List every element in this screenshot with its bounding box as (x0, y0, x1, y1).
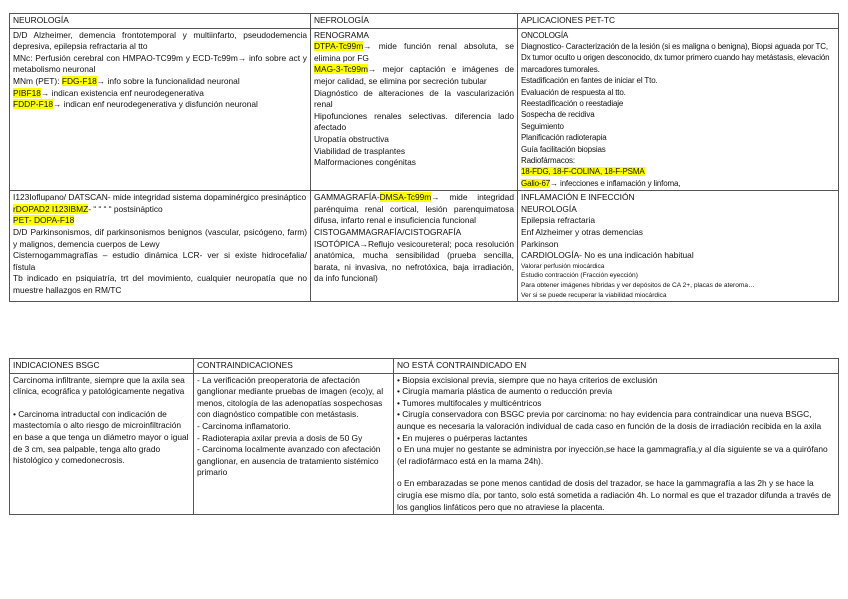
text-line: MNc: Perfusión cerebral con HMPAO-TC99m y ECD-Tc99m→ info sobre act y metabolismo neuronal (13, 52, 307, 75)
text-line: Ver si se puede recuperar la viabilidad miocárdica (521, 291, 667, 299)
cell-contraindicaciones (194, 373, 394, 515)
text-line: NEUROLOGÍA (521, 203, 577, 214)
header-nefrologia: NEFROLOGÍA (311, 14, 518, 29)
cell-nefrologia-1 (311, 28, 518, 191)
text-line: CISTOGAMMAGRAFÍA/CISTOGRAFÍA (314, 227, 462, 238)
text-line: • Cirugía conservadora con BSGC previa por carcinoma: no hay evidencia para contraindicar una nueva BSGC, aunque es necesaria la valoración individual de cada caso en función de la dosis de irradiación recibida en la axila (397, 409, 822, 431)
text-line: • Tumores multifocales y multicéntricos (397, 397, 542, 408)
highlight: rDOPAD2 I123IBMZ (13, 203, 89, 214)
text-line: Sospecha de recidiva (521, 110, 595, 120)
text-line: GAMMAGRAFÍA-DMSA-Tc99m→ mide integridad parénquima renal cortical, lesión parenquimatosa difusa, infarto renal e insuficiencia funcional (314, 192, 514, 226)
top-table-row-1 (10, 28, 839, 191)
text-line: • Carcinoma intraductal con indicación de mastectomía o alto riesgo de microinfiltración en base a que tenga un diámetro mayor o igual de 3 cm, sea palpable, tenga alto grado histológico y comedonecrosis. (13, 408, 189, 466)
cell-neurologia-1 (10, 28, 311, 191)
text-line: Diagnostico- Caracterización de la lesión (si es maligna o benigna), Biopsi aguada por TC, Dx tumor oculto u origen desconocido, dx tumor primero cuando hay metástasis, elevación marcadores tumorales. (521, 42, 830, 74)
cell-indicaciones (10, 373, 194, 515)
text-line: Valorar perfusión miocárdica (521, 262, 605, 270)
header-no-contraindicado: NO ESTÁ CONTRAINDICADO EN (394, 359, 839, 374)
text-line: D/D Alzheimer, demencia frontotemporal y multiinfarto, pseudodemencia depresiva, epilepsia refractaria al tto (13, 29, 307, 52)
header-aplicaciones-pet-tc: APLICACIONES PET-TC (518, 14, 839, 29)
text-line: Hipofunciones renales selectivas. diferencia lado afectado (314, 110, 514, 133)
text-line: RENOGRAMA (314, 29, 369, 40)
text-line: FDDP-F18→ indican enf neurodegenerativa y disfunción neuronal (13, 99, 258, 110)
text-line: • En mujeres o puérperas lactantes (397, 432, 528, 443)
text-line: o En una mujer no gestante se administra por inyección,se hace la gammagrafía,y al día siguiente se va a quirófano (el radiofármaco está en la mama 24h). (397, 444, 828, 466)
highlight: DMSA-Tc99m (379, 192, 432, 203)
text-line: Estadificación en fantes de iniciar el Tto. (521, 76, 658, 86)
text-line: D/D Parkinsonismos, dif parkinsonismos benignos (vascular, psicógeno, farm) y malignos, demencia cuerpos de Lewy (13, 227, 307, 249)
text-line: CARDIOLOGÍA- No es una indicación habitual (521, 250, 694, 261)
text-line: Guía facilitación biopsias (521, 144, 606, 154)
text-line: Cisternogammagrafías – estudio dinámica LCR- ver si existe hidrocefalia/ fístula (13, 250, 307, 272)
text-line: ISOTÓPICA→Reflujo vesicoureteral; poca resolución anatómica, mucha sensibilidad (prueba sencilla, barata, ni invasiva, no nefrotóxica, baja irradiación, da info funcional) (314, 238, 514, 284)
text-line: Seguimiento (521, 121, 564, 131)
text-line: o En embarazadas se pone menos cantidad de dosis del trazador, se hace la gammagrafía a las 2h y se hace la cirugía ese mismo día, por tanto, solo está sometida a radiación 4h. Lo normal es que el trazador difunda a través de los ganglios linfáticos pero que no atraviese la placenta. (397, 478, 831, 512)
cell-neurologia-2 (10, 191, 311, 302)
cell-no-contraindicado (394, 373, 839, 515)
text-line: Carcinoma infiltrante, siempre que la axila sea clínica, ecográfica y patológicamente negativa (13, 374, 185, 397)
highlight: DTPA-Tc99m (314, 41, 364, 52)
text-line: INFLAMACIÓN E INFECCIÓN (521, 192, 635, 203)
bottom-table-row (10, 373, 839, 515)
text-line: • Cirugía mamaria plástica de aumento o reducción previa (397, 386, 613, 397)
text-line: - Carcinoma inflamatorio. (197, 420, 291, 431)
text-line: Epilepsia refractaria (521, 215, 596, 226)
text-line: MAG-3-Tc99m→ mejor captación e imágenes de mejor calidad, se elimina por secreción tubular (314, 64, 514, 86)
bottom-table-header-row (10, 359, 839, 374)
highlight: MAG-3-Tc99m (314, 64, 368, 75)
text-line: Reestadificación o reestadiaje (521, 99, 624, 109)
highlight: PET- DOPA-F18 (13, 215, 75, 226)
highlight: FDG-F18 (61, 75, 97, 86)
text-line: DTPA-Tc99m→ mide función renal absoluta, se elimina por FG (314, 41, 514, 63)
text-line: Parkinson (521, 238, 559, 249)
top-table-header-row (10, 14, 839, 29)
top-table (9, 13, 839, 302)
text-line: Radiofármacos: (521, 156, 575, 166)
highlight: Galio-67 (521, 178, 551, 188)
text-line: Malformaciones congénitas (314, 157, 416, 168)
highlight: 18-FDG, 18-F-COLINA, 18-F-PSMA (521, 167, 645, 177)
text-line: Galio-67→ infecciones e inflamación y linfoma, (521, 178, 681, 188)
cell-nefrologia-2 (311, 191, 518, 302)
highlight: PIBF18 (13, 87, 41, 98)
text-line (521, 166, 835, 177)
cell-pet-oncologia (518, 28, 839, 191)
cell-pet-inflamacion (518, 191, 839, 302)
text-line: rDOPAD2 I123IBMZ- “ “ “ “ postsináptico (13, 203, 163, 214)
text-line (13, 215, 307, 227)
text-line: - Carcinoma localmente avanzado con afectación ganglionar, en ausencia de tratamiento sistémico primario (197, 444, 381, 478)
text-line: Para obtener imágenes híbridas y ver depósitos de CA 2+, placas de ateroma… (521, 282, 755, 290)
header-contraindicaciones: CONTRAINDICACIONES (194, 359, 394, 374)
text-line: Diagnóstico de alteraciones de la vascularización renal (314, 87, 514, 110)
text-line: Viabilidad de trasplantes (314, 145, 406, 156)
header-indicaciones-bsgc: INDICACIONES BSGC (10, 359, 194, 374)
text-line: Planificación radioterapia (521, 133, 607, 143)
text-line: Estudio contracción (Fracción eyección) (521, 272, 638, 280)
text-line: Enf Alzheimer y otras demencias (521, 227, 643, 238)
text-line: Uropatía obstructiva (314, 133, 389, 144)
text-line: • Biopsia excisional previa, siempre que no haya criterios de exclusión (397, 374, 658, 385)
text-line: Tb indicado en psiquiatría, trt del movimiento, cualquier neuropatía que no muestre hallazgos en RM/TC (13, 273, 307, 296)
text-line: - La verificación preoperatoria de afectación ganglionar mediante pruebas de imagen (eco)y, al menos, citología de las adenopatías sospechosas con diagnóstico compatible con metástasis. (197, 374, 384, 420)
text-line: ONCOLOGÍA (521, 30, 569, 40)
top-table-row-2 (10, 191, 839, 302)
text-line: - Radioterapia axilar previa a dosis de 50 Gy (197, 432, 363, 443)
header-neurologia: NEUROLOGÍA (10, 14, 311, 29)
text-line: Evaluación de respuesta al tto. (521, 87, 626, 97)
highlight: FDDP-F18 (13, 99, 54, 110)
bottom-table (9, 358, 839, 515)
text-line: I123Ioflupano/ DATSCAN- mide integridad sistema dopaminérgico presináptico (13, 192, 307, 203)
text-line: PIBF18→ indican existencia enf neurodegenerativa (13, 87, 204, 98)
text-line: MNm (PET): FDG-F18→ info sobre la funcionalidad neuronal (13, 75, 240, 86)
